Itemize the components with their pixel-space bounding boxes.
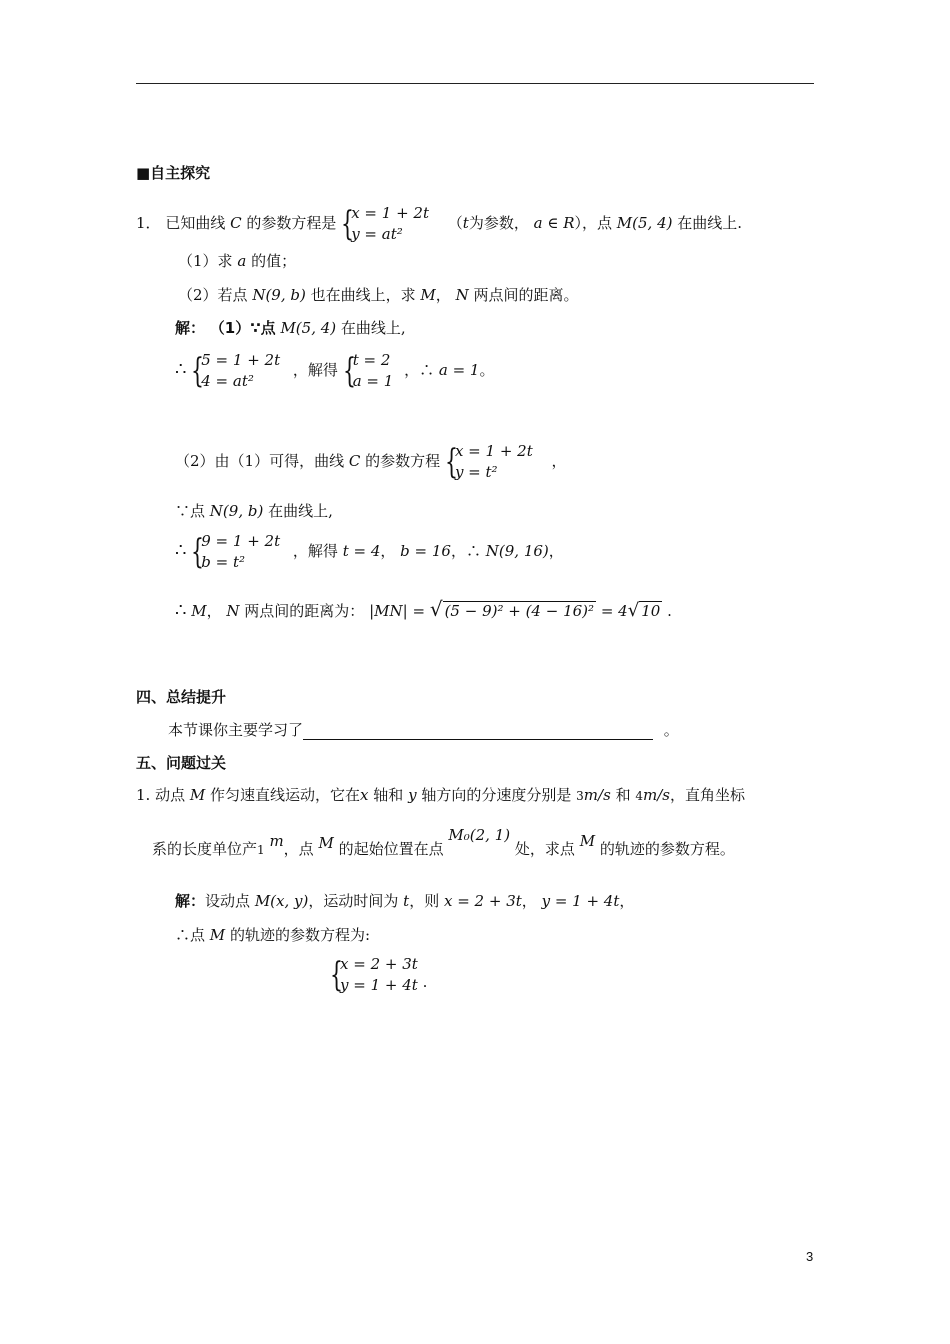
equation: 4 = at² (201, 372, 254, 390)
equation-system: { x = 2 + 3t y = 1 + 4t (330, 955, 418, 995)
text: 的参数方程是 (246, 214, 337, 232)
math-expr: |MN| = (369, 602, 426, 620)
math-expr: x = 2 + 3t (443, 892, 522, 910)
math-expr: y = 1 + 4t (541, 892, 620, 910)
therefore-symbol: ∴ (175, 600, 187, 621)
math-expr: a = 1 (438, 361, 480, 379)
text: ，点 (283, 840, 314, 858)
math-expr: M(5, 4) (280, 319, 337, 337)
text: 的轨迹的参数方程。 (599, 840, 735, 858)
equation-system: { 5 = 1 + 2t 4 = at² (191, 351, 281, 391)
math-var: M (189, 786, 206, 804)
solution-line-N (175, 500, 333, 521)
math-var: M (579, 832, 596, 850)
math-expr: a ∈ R (533, 214, 575, 232)
square-root: √ 10 (627, 600, 661, 621)
problem-1-line-1 (136, 784, 745, 805)
text: . (422, 973, 428, 991)
text: 作匀速直线运动，它在 (210, 786, 361, 804)
text: （1）∵点 (209, 319, 276, 337)
number: 1 (257, 843, 265, 857)
text: 已知曲线 (165, 214, 226, 232)
text: ， (521, 892, 537, 910)
fill-in-blank[interactable] (303, 725, 653, 740)
math-expr: t = 4 (342, 542, 381, 560)
radicand: (5 − 9)² + (4 − 16)² (444, 602, 595, 620)
text: 轴方向的分速度分别是 (421, 786, 572, 804)
math-expr: N(9, 16) (485, 542, 549, 560)
math-var: t (403, 892, 410, 910)
solution-system-2 (175, 531, 564, 573)
text: （ (447, 214, 463, 232)
solution-label: 解： (175, 892, 206, 910)
equation-system: { 9 = 1 + 2t b = t² (191, 532, 281, 572)
text: 的轨迹的参数方程为: (229, 926, 370, 944)
text: （1）求 (178, 252, 233, 270)
math-expr: M(5, 4) (616, 214, 673, 232)
solution-part-2 (175, 441, 567, 483)
section-heading-explore: ■自主探究 (136, 164, 211, 182)
math-expr: N(9, b) (252, 286, 306, 304)
text: （2）若点 (178, 286, 248, 304)
solution-distance (175, 597, 672, 621)
math-var: C (230, 214, 242, 232)
text: ， (551, 452, 567, 470)
math-var: a (237, 252, 247, 270)
text: ， (619, 892, 635, 910)
question-1-part-1 (178, 250, 296, 271)
equation-system: { t = 2 a = 1 (342, 351, 394, 391)
text: 。 (663, 721, 679, 739)
page-number: 3 (806, 1249, 814, 1264)
text: 。 (479, 361, 495, 379)
text: ∴点 (175, 926, 206, 944)
equation: y = at² (351, 225, 403, 243)
math-var: x (360, 786, 369, 804)
text: ，解得 (292, 542, 338, 560)
equation: b = t² (201, 553, 245, 571)
solution-label: 解： (175, 319, 206, 337)
number: 3 (576, 789, 584, 803)
solution-part-1 (175, 317, 406, 338)
equation: x = 1 + 2t (351, 204, 429, 222)
equation: y = t² (454, 463, 498, 481)
problem-1-solution (175, 890, 634, 911)
text: ， (435, 286, 451, 304)
question-1-part-2 (178, 284, 579, 305)
math-var: C (348, 452, 361, 470)
problem-1-solution-line-2 (175, 924, 370, 945)
text: 在曲线上, (340, 319, 406, 337)
therefore-symbol: ∴ (175, 359, 187, 380)
equation: x = 2 + 3t (340, 955, 418, 973)
radicand: 10 (641, 602, 661, 620)
text: 本节课你主要学习了 (168, 721, 304, 739)
equation: y = 1 + 4t (340, 976, 418, 994)
unit: m (269, 832, 284, 850)
math-var: M (420, 286, 436, 304)
equation: 5 = 1 + 2t (201, 351, 281, 369)
equation: a = 1 (352, 372, 394, 390)
text: 在曲线上, (268, 502, 333, 520)
text: 动点 (155, 786, 186, 804)
text: 系的长度单位产 (152, 840, 258, 858)
math-var: M (318, 834, 334, 852)
text: 在曲线上. (677, 214, 743, 232)
math-expr: N(9, b) (209, 502, 264, 520)
equation: x = 1 + 2t (454, 442, 533, 460)
equation: t = 2 (352, 351, 391, 369)
text: 轴和 (373, 786, 404, 804)
math-var: N (226, 602, 240, 620)
text: 两点间的距离。 (473, 286, 579, 304)
text: ，直角坐标 (669, 786, 745, 804)
text: 设动点 (205, 892, 251, 910)
math-expr: M(x, y) (254, 892, 309, 910)
text: 的参数方程 (365, 452, 441, 470)
math-expr: M₀(2, 1) (448, 826, 511, 844)
math-expr: b = 16 (400, 542, 451, 560)
math-expr: = 4 (600, 602, 628, 620)
text: 和 (615, 786, 631, 804)
math-var: N (455, 286, 469, 304)
equation: 9 = 1 + 2t (201, 532, 281, 550)
solution-system-1 (175, 350, 494, 392)
math-var: y (408, 786, 417, 804)
math-var: t (462, 214, 469, 232)
text: ， (380, 542, 396, 560)
text: ∵点 (175, 502, 206, 520)
equation-system: { x = 1 + 2t y = t² (444, 442, 533, 482)
question-1 (136, 203, 742, 245)
unit: m/s (583, 786, 611, 804)
text: 也在曲线上，求 (310, 286, 416, 304)
text: 的值； (251, 252, 297, 270)
problem-1-final-system (330, 954, 427, 996)
section-heading-summary: 四、总结提升 (136, 688, 227, 706)
problem-number: 1. (136, 786, 151, 804)
problem-1-line-2 (152, 826, 735, 859)
text: ，运动时间为 (308, 892, 399, 910)
header-rule (136, 83, 814, 84)
math-var: M (209, 926, 226, 944)
text: 处，求点 (514, 840, 575, 858)
text: ，∴ (404, 361, 435, 379)
math-var: M (191, 602, 207, 620)
section-heading-problems: 五、问题过关 (136, 754, 227, 772)
unit: m/s (643, 786, 670, 804)
text: ），点 (574, 214, 613, 232)
therefore-symbol: ∴ (175, 540, 187, 561)
text: ，∴ (450, 542, 481, 560)
text: 两点间的距离为： (244, 602, 365, 620)
text: ，解得 (292, 361, 338, 379)
equation-system: { x = 1 + 2t y = at² (341, 204, 429, 244)
text: . (667, 602, 672, 620)
number: 4 (635, 789, 643, 803)
text: ， (206, 602, 222, 620)
text: ，则 (409, 892, 440, 910)
text: ， (548, 542, 564, 560)
text: 的起始位置在点 (338, 840, 444, 858)
question-number: 1． (136, 214, 161, 232)
square-root: √ (5 − 9)² + (4 − 16)² (429, 597, 595, 621)
text: 为参数， (468, 214, 529, 232)
text: （2）由（1）可得，曲线 (175, 452, 345, 470)
summary-line (168, 719, 679, 740)
